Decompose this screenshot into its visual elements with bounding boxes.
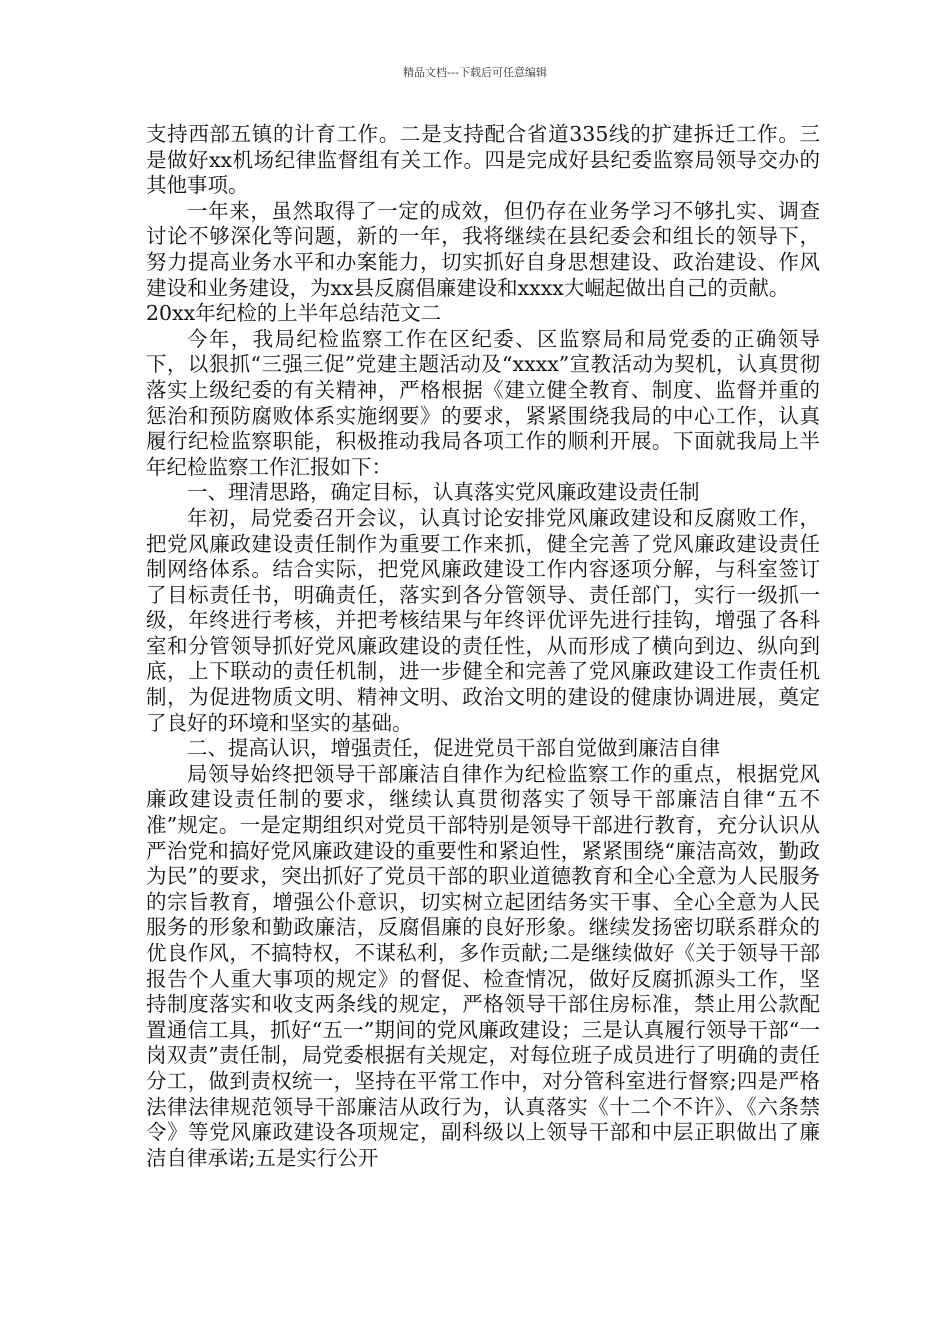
paragraph: 今年，我局纪检监察工作在区纪委、区监察局和局党委的正确领导下，以狠抓“三强三促”党建主题活动及“xxxx”宣教活动为契机，认真贯彻落实上级纪委的有关精神，严格根据《建立健全教育、制度、监督并重的惩治和预防腐败体系实施纲要》的要求，紧紧围绕我局的中心工作，认真履行纪检监察职能，积极推动我局各项工作的顺利开展。下面就我局上半年纪检监察工作汇报如下：	[146, 326, 820, 479]
paragraph: 一年来，虽然取得了一定的成效，但仍存在业务学习不够扎实、调查讨论不够深化等问题，新的一年，我将继续在县纪委会和组长的领导下，努力提高业务水平和办案能力，切实抓好自身思想建设、政治建设、作风建设和业务建设，为xx县反腐倡廉建设和xxxx大崛起做出自己的贡献。	[146, 198, 820, 300]
paragraph: 一、理清思路，确定目标，认真落实党风廉政建设责任制	[187, 480, 700, 505]
document-body	[146, 122, 820, 1171]
paragraph: 局领导始终把领导干部廉洁自律作为纪检监察工作的重点，根据党风廉政建设责任制的要求，继续认真贯彻落实了领导干部廉洁自律“五不准”规定。一是定期组织对党员干部特别是领导干部进行教育，充分认识从严治党和搞好党风廉政建设的重要性和紧迫性，紧紧围绕“廉洁高效，勤政为民”的要求，突出抓好了党员干部的职业道德教育和全心全意为人民服务的宗旨教育，增强公仆意识，切实树立起团结务实干事、全心全意为人民服务的形象和勤政廉洁，反腐倡廉的良好形象。继续发扬密切联系群众的优良作风，不搞特权，不谋私利，多作贡献;二是继续做好《关于领导干部报告个人重大事项的规定》的督促、检查情况，做好反腐抓源头工作，坚持制度落实和收支两条线的规定，严格领导干部住房标准，禁止用公款配置通信工具，抓好“五一”期间的党风廉政建设；三是认真履行领导干部“一岗双责”责任制，局党委根据有关规定，对每位班子成员进行了明确的责任分工，做到责权统一，坚持在平常工作中，对分管科室进行督察;四是严格法律法律规范领导干部廉洁从政行为，认真落实《十二个不许》、《六条禁令》等党风廉政建设各项规定，副科级以上领导干部和中层正职做出了廉洁自律承诺;五是实行公开	[146, 761, 820, 1170]
paragraph: 支持西部五镇的计育工作。二是支持配合省道335线的扩建拆迁工作。三是做好xx机场纪律监督组有关工作。四是完成好县纪委监察局领导交办的其他事项。	[146, 122, 820, 198]
page-header: 精品文档---下载后可任意编辑	[403, 66, 547, 79]
paragraph: 二、提高认识，增强责任，促进党员干部自觉做到廉洁自律	[187, 736, 720, 761]
paragraph: 20xx年纪检的上半年总结范文二	[146, 301, 442, 326]
paragraph: 年初，局党委召开会议，认真讨论安排党风廉政建设和反腐败工作，把党风廉政建设责任制作为重要工作来抓，健全完善了党风廉政建设责任制网络体系。结合实际，把党风廉政建设工作内容逐项分解，与科室签订了目标责任书，明确责任，落实到各分管领导、责任部门，实行一级抓一级，年终进行考核，并把考核结果与年终评优评先进行挂钩，增强了各科室和分管领导抓好党风廉政建设的责任性，从而形成了横向到边、纵向到底，上下联动的责任机制，进一步健全和完善了党风廉政建设工作责任机制，为促进物质文明、精神文明、政治文明的建设的健康协调进展，奠定了良好的环境和坚实的基础。	[146, 505, 820, 735]
